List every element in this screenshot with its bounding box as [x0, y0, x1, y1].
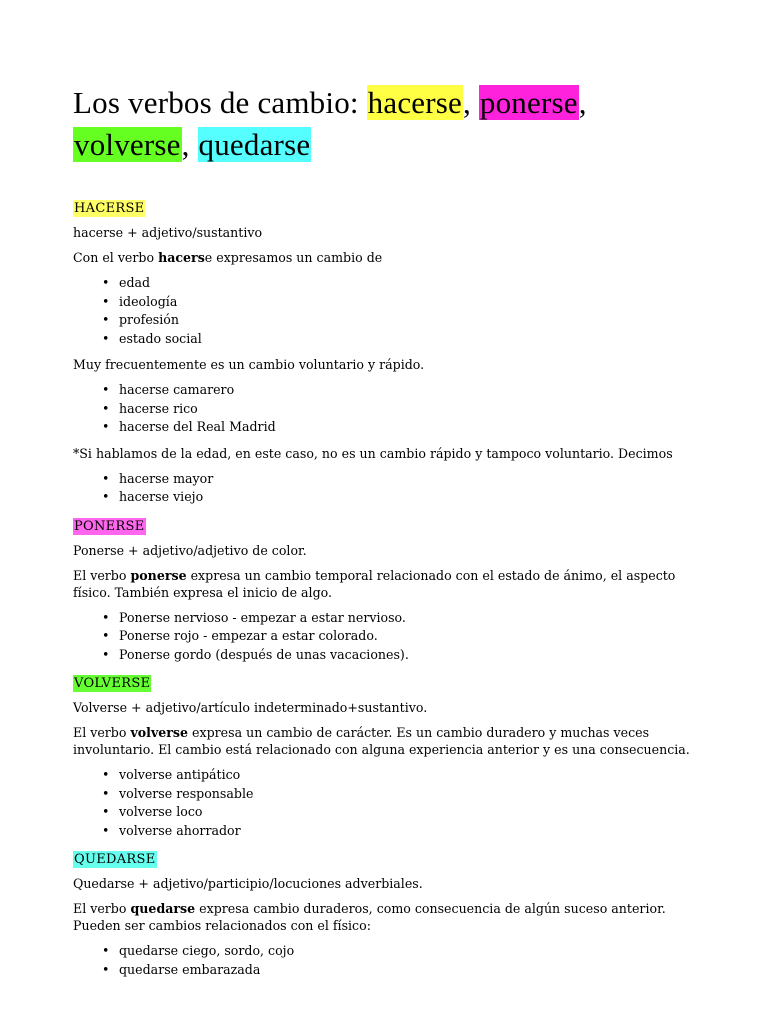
title-separator: ,	[578, 85, 587, 120]
intro-volverse	[73, 724, 708, 758]
list-volverse-examples	[73, 766, 708, 840]
intro-text: expresa un cambio temporal relacionado con el estado de ánimo, el aspecto físico. También expresa el inicio de algo.	[73, 567, 676, 600]
formula-quedarse: Quedarse + adjetivo/participio/locuciones adverbiales.	[73, 876, 423, 891]
intro-hacerse	[73, 249, 708, 266]
intro-text: e expresamos un cambio de	[204, 250, 383, 265]
title-volverse-highlight: volverse	[74, 127, 181, 162]
intro-verb-bold: quedarse	[130, 901, 196, 916]
intro-text: Con el verbo	[73, 250, 159, 265]
list-item: • profesión	[119, 311, 708, 330]
list-item: • Ponerse gordo (después de unas vacaciones).	[119, 646, 708, 665]
section-heading-quedarse: QUEDARSE	[74, 852, 156, 867]
title-ponerse-highlight: ponerse	[479, 85, 578, 120]
intro-text: El verbo	[73, 725, 131, 740]
list-item: • volverse responsable	[119, 785, 708, 804]
formula-hacerse: hacerse + adjetivo/sustantivo	[73, 225, 263, 240]
list-item: • volverse antipático	[119, 766, 708, 785]
intro-text: expresa un cambio de carácter. Es un cambio duradero y muchas veces involuntario. El cambio está relacionado con alguna experiencia anterior y es una consecuencia.	[73, 725, 690, 757]
section-quedarse	[73, 848, 708, 979]
list-item: • Ponerse rojo - empezar a estar colorado.	[119, 627, 708, 646]
title-prefix: Los verbos de cambio:	[73, 85, 367, 120]
intro-quedarse	[73, 900, 708, 934]
list-item: • volverse ahorrador	[119, 822, 708, 841]
intro-text: El verbo	[73, 901, 131, 916]
intro-verb-bold: hacers	[158, 250, 205, 265]
intro-verb-bold: volverse	[130, 725, 189, 740]
list-item: • Ponerse nervioso - empezar a estar nervioso.	[119, 609, 708, 628]
intro-text: expresa cambio duraderos, como consecuencia de algún suceso anterior. Pueden ser cambios relacionados con el físico:	[73, 901, 666, 933]
page-title	[73, 82, 708, 166]
list-item: • volverse loco	[119, 803, 708, 822]
section-heading-ponerse: PONERSE	[74, 518, 145, 534]
intro-verb-bold: ponerse	[130, 567, 187, 583]
title-quedarse-highlight: quedarse	[198, 127, 311, 162]
list-item: • estado social	[119, 330, 708, 349]
intro-ponerse	[73, 567, 708, 601]
title-separator: ,	[463, 85, 479, 120]
intro-text: El verbo	[73, 567, 131, 583]
note-hacerse: Muy frecuentemente es un cambio voluntario y rápido.	[73, 357, 425, 372]
note-hacerse-age: *Si hablamos de la edad, en este caso, no es un cambio rápido y tampoco voluntario. Decimos	[73, 445, 673, 461]
section-volverse	[73, 672, 708, 840]
list-hacerse-age	[73, 470, 708, 507]
list-item: • hacerse mayor	[119, 470, 708, 489]
list-item: • edad	[119, 274, 708, 293]
title-hacerse-highlight: hacerse	[367, 85, 462, 120]
list-ponerse-examples	[73, 609, 708, 665]
title-separator: ,	[181, 127, 198, 162]
list-item: • quedarse embarazada	[119, 961, 708, 980]
list-quedarse-examples	[73, 942, 708, 979]
list-item: • quedarse ciego, sordo, cojo	[119, 942, 708, 961]
list-hacerse-changes	[73, 274, 708, 348]
list-item: • hacerse rico	[119, 400, 708, 419]
section-heading-volverse: VOLVERSE	[74, 676, 151, 691]
list-item: • hacerse viejo	[119, 488, 708, 507]
formula-ponerse: Ponerse + adjetivo/adjetivo de color.	[73, 542, 307, 558]
section-hacerse	[73, 197, 708, 507]
list-item: • hacerse camarero	[119, 381, 708, 400]
section-heading-hacerse: HACERSE	[74, 201, 145, 216]
list-hacerse-examples	[73, 381, 708, 437]
formula-volverse: Volverse + adjetivo/artículo indeterminado+sustantivo.	[73, 700, 428, 715]
list-item: • ideología	[119, 293, 708, 312]
section-ponerse	[73, 515, 708, 665]
list-item: • hacerse del Real Madrid	[119, 418, 708, 437]
